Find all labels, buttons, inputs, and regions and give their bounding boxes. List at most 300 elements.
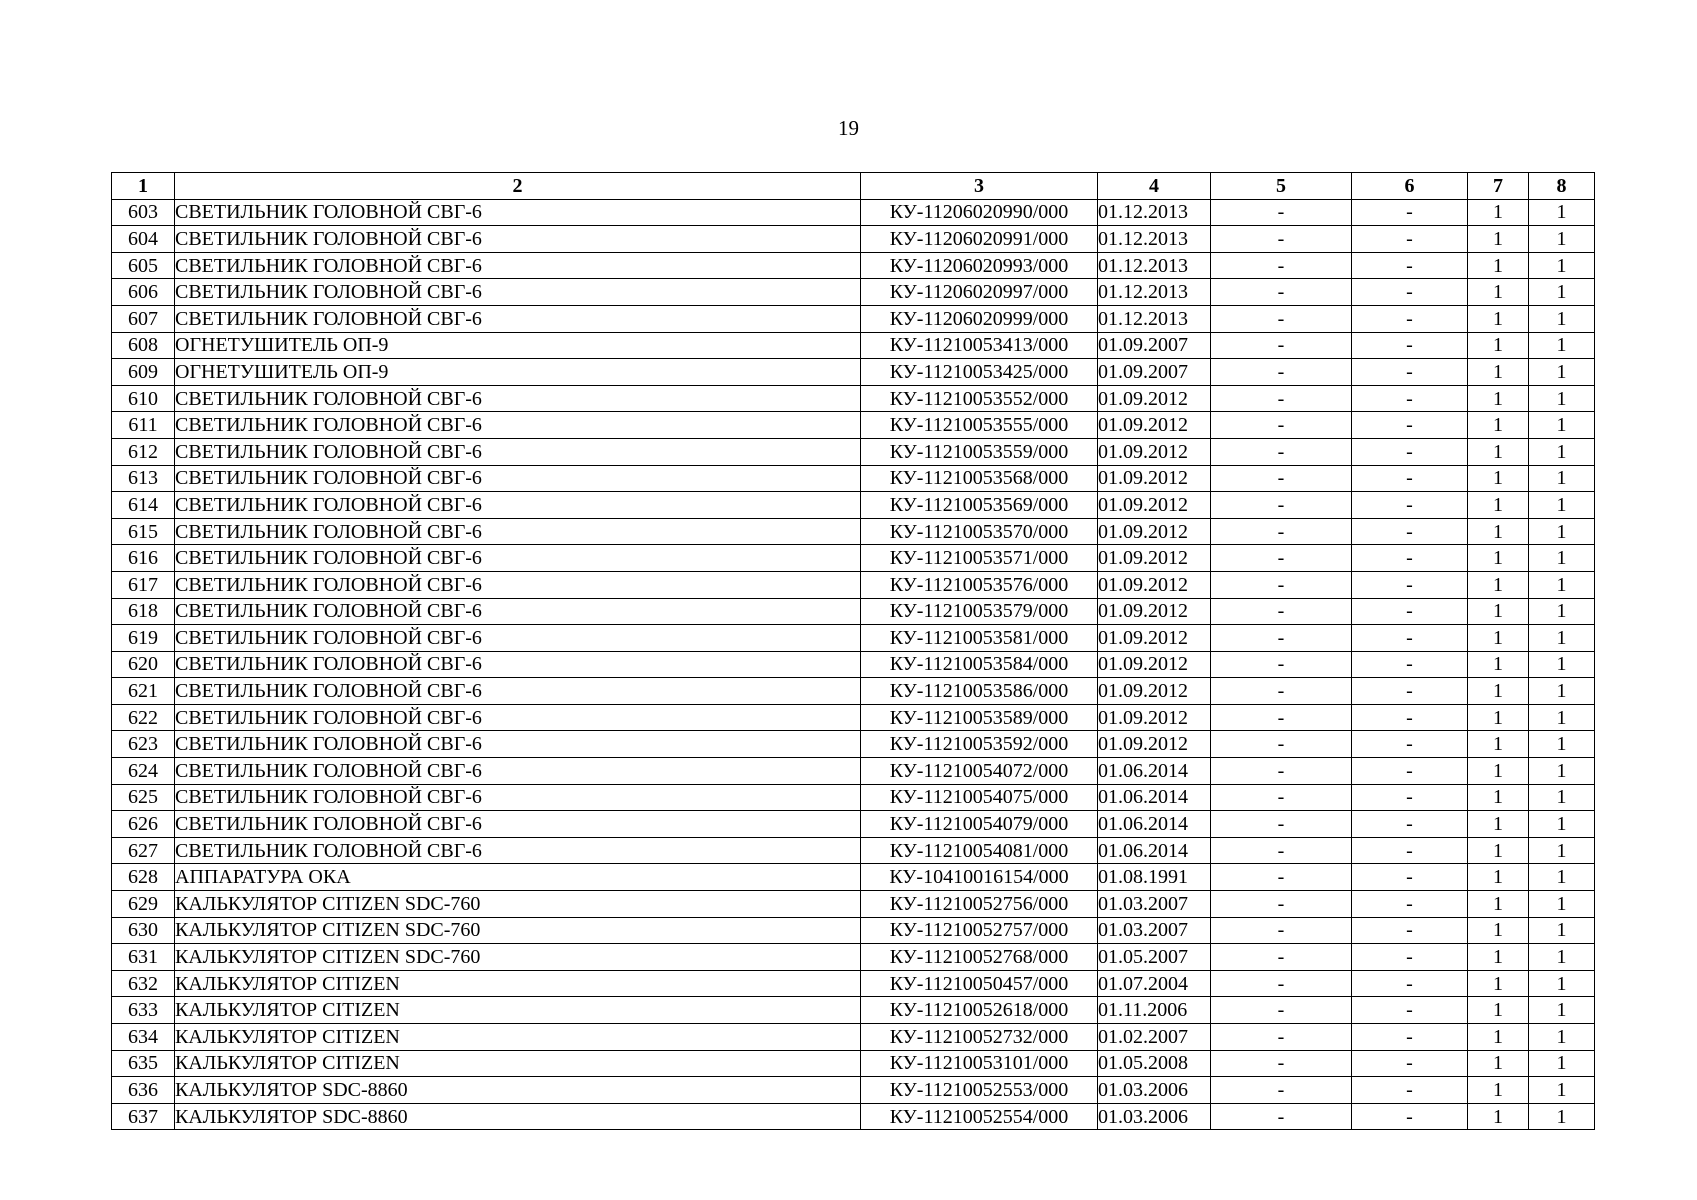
column-5-cell: - (1211, 678, 1352, 705)
column-5-cell: - (1211, 438, 1352, 465)
column-6-cell: - (1352, 864, 1468, 891)
inventory-number-cell: КУ-11210053413/000 (861, 332, 1098, 359)
date-cell: 01.06.2014 (1098, 811, 1211, 838)
column-5-cell: - (1211, 758, 1352, 785)
item-name-cell: КАЛЬКУЛЯТОР CITIZEN (175, 997, 861, 1024)
row-number-cell: 613 (112, 465, 175, 492)
column-7-cell: 1 (1468, 252, 1529, 279)
table-header-row (112, 173, 1595, 200)
date-cell: 01.11.2006 (1098, 997, 1211, 1024)
date-cell: 01.12.2013 (1098, 305, 1211, 332)
column-6-cell: - (1352, 731, 1468, 758)
inventory-number-cell: КУ-11206020997/000 (861, 279, 1098, 306)
date-cell: 01.09.2012 (1098, 704, 1211, 731)
inventory-number-cell: КУ-11210052554/000 (861, 1103, 1098, 1130)
item-name-cell: КАЛЬКУЛЯТОР SDC-8860 (175, 1103, 861, 1130)
column-7-cell: 1 (1468, 545, 1529, 572)
date-cell: 01.09.2012 (1098, 598, 1211, 625)
row-number-cell: 631 (112, 944, 175, 971)
column-5-cell: - (1211, 518, 1352, 545)
item-name-cell: СВЕТИЛЬНИК ГОЛОВНОЙ СВГ-6 (175, 226, 861, 253)
column-header-3: 3 (861, 173, 1098, 200)
column-6-cell: - (1352, 944, 1468, 971)
column-5-cell: - (1211, 997, 1352, 1024)
column-5-cell: - (1211, 226, 1352, 253)
column-6-cell: - (1352, 518, 1468, 545)
column-header-1: 1 (112, 173, 175, 200)
column-7-cell: 1 (1468, 704, 1529, 731)
row-number-cell: 625 (112, 784, 175, 811)
column-8-cell: 1 (1529, 917, 1595, 944)
inventory-number-cell: КУ-11210054072/000 (861, 758, 1098, 785)
column-8-cell: 1 (1529, 970, 1595, 997)
column-5-cell: - (1211, 917, 1352, 944)
column-header-5: 5 (1211, 173, 1352, 200)
table-row (112, 438, 1595, 465)
column-5-cell: - (1211, 864, 1352, 891)
column-header-8: 8 (1529, 173, 1595, 200)
row-number-cell: 610 (112, 385, 175, 412)
column-5-cell: - (1211, 625, 1352, 652)
item-name-cell: СВЕТИЛЬНИК ГОЛОВНОЙ СВГ-6 (175, 571, 861, 598)
column-7-cell: 1 (1468, 492, 1529, 519)
date-cell: 01.07.2004 (1098, 970, 1211, 997)
column-7-cell: 1 (1468, 997, 1529, 1024)
column-8-cell: 1 (1529, 944, 1595, 971)
inventory-number-cell: КУ-11210052732/000 (861, 1024, 1098, 1051)
date-cell: 01.12.2013 (1098, 279, 1211, 306)
row-number-cell: 620 (112, 651, 175, 678)
row-number-cell: 635 (112, 1050, 175, 1077)
row-number-cell: 607 (112, 305, 175, 332)
inventory-number-cell: КУ-11210053584/000 (861, 651, 1098, 678)
item-name-cell: КАЛЬКУЛЯТОР CITIZEN SDC-760 (175, 891, 861, 918)
column-8-cell: 1 (1529, 1024, 1595, 1051)
column-8-cell: 1 (1529, 731, 1595, 758)
column-6-cell: - (1352, 305, 1468, 332)
date-cell: 01.09.2012 (1098, 571, 1211, 598)
column-7-cell: 1 (1468, 279, 1529, 306)
inventory-number-cell: КУ-11210053579/000 (861, 598, 1098, 625)
column-5-cell: - (1211, 279, 1352, 306)
inventory-number-cell: КУ-11210052768/000 (861, 944, 1098, 971)
column-7-cell: 1 (1468, 784, 1529, 811)
column-5-cell: - (1211, 545, 1352, 572)
table-row (112, 837, 1595, 864)
inventory-number-cell: КУ-11210052756/000 (861, 891, 1098, 918)
inventory-number-cell: КУ-11210053581/000 (861, 625, 1098, 652)
inventory-number-cell: КУ-11210054081/000 (861, 837, 1098, 864)
column-7-cell: 1 (1468, 837, 1529, 864)
inventory-number-cell: КУ-11210053576/000 (861, 571, 1098, 598)
table-row (112, 704, 1595, 731)
column-8-cell: 1 (1529, 332, 1595, 359)
table-row (112, 1050, 1595, 1077)
date-cell: 01.09.2012 (1098, 545, 1211, 572)
column-5-cell: - (1211, 199, 1352, 226)
column-5-cell: - (1211, 1077, 1352, 1104)
column-6-cell: - (1352, 438, 1468, 465)
date-cell: 01.09.2012 (1098, 465, 1211, 492)
table-row (112, 571, 1595, 598)
column-8-cell: 1 (1529, 811, 1595, 838)
column-6-cell: - (1352, 492, 1468, 519)
item-name-cell: СВЕТИЛЬНИК ГОЛОВНОЙ СВГ-6 (175, 837, 861, 864)
column-7-cell: 1 (1468, 412, 1529, 439)
column-5-cell: - (1211, 385, 1352, 412)
inventory-number-cell: КУ-11210053101/000 (861, 1050, 1098, 1077)
column-8-cell: 1 (1529, 252, 1595, 279)
row-number-cell: 634 (112, 1024, 175, 1051)
date-cell: 01.05.2007 (1098, 944, 1211, 971)
column-5-cell: - (1211, 1024, 1352, 1051)
inventory-number-cell: КУ-11210053589/000 (861, 704, 1098, 731)
column-6-cell: - (1352, 359, 1468, 386)
table-row (112, 1103, 1595, 1130)
row-number-cell: 615 (112, 518, 175, 545)
column-6-cell: - (1352, 784, 1468, 811)
table-row (112, 997, 1595, 1024)
inventory-number-cell: КУ-11210053571/000 (861, 545, 1098, 572)
row-number-cell: 624 (112, 758, 175, 785)
date-cell: 01.09.2012 (1098, 385, 1211, 412)
column-5-cell: - (1211, 492, 1352, 519)
row-number-cell: 614 (112, 492, 175, 519)
column-7-cell: 1 (1468, 625, 1529, 652)
row-number-cell: 617 (112, 571, 175, 598)
row-number-cell: 616 (112, 545, 175, 572)
column-6-cell: - (1352, 891, 1468, 918)
inventory-number-cell: КУ-11210054075/000 (861, 784, 1098, 811)
table-row (112, 944, 1595, 971)
date-cell: 01.09.2012 (1098, 412, 1211, 439)
row-number-cell: 628 (112, 864, 175, 891)
column-7-cell: 1 (1468, 226, 1529, 253)
column-8-cell: 1 (1529, 864, 1595, 891)
row-number-cell: 623 (112, 731, 175, 758)
row-number-cell: 630 (112, 917, 175, 944)
column-5-cell: - (1211, 731, 1352, 758)
item-name-cell: КАЛЬКУЛЯТОР CITIZEN (175, 1050, 861, 1077)
page-number: 19 (838, 116, 859, 140)
column-8-cell: 1 (1529, 199, 1595, 226)
column-5-cell: - (1211, 1050, 1352, 1077)
date-cell: 01.12.2013 (1098, 252, 1211, 279)
column-8-cell: 1 (1529, 678, 1595, 705)
inventory-number-cell: КУ-11210052618/000 (861, 997, 1098, 1024)
column-7-cell: 1 (1468, 465, 1529, 492)
column-8-cell: 1 (1529, 438, 1595, 465)
table-row (112, 518, 1595, 545)
column-6-cell: - (1352, 226, 1468, 253)
row-number-cell: 618 (112, 598, 175, 625)
column-5-cell: - (1211, 465, 1352, 492)
item-name-cell: СВЕТИЛЬНИК ГОЛОВНОЙ СВГ-6 (175, 678, 861, 705)
column-8-cell: 1 (1529, 226, 1595, 253)
column-6-cell: - (1352, 252, 1468, 279)
inventory-number-cell: КУ-11210050457/000 (861, 970, 1098, 997)
table-row (112, 784, 1595, 811)
column-8-cell: 1 (1529, 598, 1595, 625)
column-header-6: 6 (1352, 173, 1468, 200)
table-row (112, 226, 1595, 253)
table-row (112, 891, 1595, 918)
table-row (112, 598, 1595, 625)
table-row (112, 199, 1595, 226)
item-name-cell: СВЕТИЛЬНИК ГОЛОВНОЙ СВГ-6 (175, 465, 861, 492)
date-cell: 01.03.2007 (1098, 891, 1211, 918)
inventory-number-cell: КУ-11210053559/000 (861, 438, 1098, 465)
table-row (112, 412, 1595, 439)
item-name-cell: ОГНЕТУШИТЕЛЬ ОП-9 (175, 359, 861, 386)
row-number-cell: 603 (112, 199, 175, 226)
column-7-cell: 1 (1468, 518, 1529, 545)
column-6-cell: - (1352, 811, 1468, 838)
column-5-cell: - (1211, 651, 1352, 678)
date-cell: 01.09.2012 (1098, 678, 1211, 705)
column-7-cell: 1 (1468, 1024, 1529, 1051)
column-7-cell: 1 (1468, 891, 1529, 918)
column-5-cell: - (1211, 332, 1352, 359)
item-name-cell: СВЕТИЛЬНИК ГОЛОВНОЙ СВГ-6 (175, 651, 861, 678)
table-row (112, 970, 1595, 997)
row-number-cell: 632 (112, 970, 175, 997)
item-name-cell: СВЕТИЛЬНИК ГОЛОВНОЙ СВГ-6 (175, 252, 861, 279)
table-row (112, 758, 1595, 785)
row-number-cell: 605 (112, 252, 175, 279)
row-number-cell: 606 (112, 279, 175, 306)
column-8-cell: 1 (1529, 784, 1595, 811)
table-row (112, 465, 1595, 492)
inventory-number-cell: КУ-11210053425/000 (861, 359, 1098, 386)
date-cell: 01.09.2012 (1098, 625, 1211, 652)
date-cell: 01.03.2006 (1098, 1103, 1211, 1130)
column-7-cell: 1 (1468, 1050, 1529, 1077)
column-6-cell: - (1352, 651, 1468, 678)
row-number-cell: 619 (112, 625, 175, 652)
row-number-cell: 604 (112, 226, 175, 253)
table-row (112, 545, 1595, 572)
row-number-cell: 622 (112, 704, 175, 731)
column-6-cell: - (1352, 465, 1468, 492)
table-row (112, 332, 1595, 359)
column-8-cell: 1 (1529, 571, 1595, 598)
column-5-cell: - (1211, 784, 1352, 811)
column-8-cell: 1 (1529, 279, 1595, 306)
column-7-cell: 1 (1468, 332, 1529, 359)
column-7-cell: 1 (1468, 651, 1529, 678)
column-7-cell: 1 (1468, 758, 1529, 785)
inventory-number-cell: КУ-11206020993/000 (861, 252, 1098, 279)
column-7-cell: 1 (1468, 917, 1529, 944)
date-cell: 01.09.2012 (1098, 731, 1211, 758)
column-6-cell: - (1352, 1050, 1468, 1077)
column-8-cell: 1 (1529, 465, 1595, 492)
table-row (112, 864, 1595, 891)
item-name-cell: КАЛЬКУЛЯТОР CITIZEN (175, 970, 861, 997)
column-6-cell: - (1352, 837, 1468, 864)
column-6-cell: - (1352, 545, 1468, 572)
inventory-number-cell: КУ-11210053568/000 (861, 465, 1098, 492)
column-5-cell: - (1211, 571, 1352, 598)
column-5-cell: - (1211, 970, 1352, 997)
column-6-cell: - (1352, 678, 1468, 705)
date-cell: 01.12.2013 (1098, 226, 1211, 253)
column-7-cell: 1 (1468, 731, 1529, 758)
date-cell: 01.08.1991 (1098, 864, 1211, 891)
row-number-cell: 627 (112, 837, 175, 864)
column-6-cell: - (1352, 970, 1468, 997)
column-6-cell: - (1352, 625, 1468, 652)
inventory-number-cell: КУ-10410016154/000 (861, 864, 1098, 891)
row-number-cell: 608 (112, 332, 175, 359)
column-7-cell: 1 (1468, 1103, 1529, 1130)
column-7-cell: 1 (1468, 199, 1529, 226)
column-6-cell: - (1352, 412, 1468, 439)
column-8-cell: 1 (1529, 758, 1595, 785)
column-8-cell: 1 (1529, 385, 1595, 412)
date-cell: 01.09.2012 (1098, 651, 1211, 678)
column-5-cell: - (1211, 305, 1352, 332)
item-name-cell: СВЕТИЛЬНИК ГОЛОВНОЙ СВГ-6 (175, 704, 861, 731)
table-row (112, 1077, 1595, 1104)
column-5-cell: - (1211, 891, 1352, 918)
table-row (112, 651, 1595, 678)
column-6-cell: - (1352, 704, 1468, 731)
item-name-cell: АППАРАТУРА ОКА (175, 864, 861, 891)
item-name-cell: СВЕТИЛЬНИК ГОЛОВНОЙ СВГ-6 (175, 545, 861, 572)
item-name-cell: СВЕТИЛЬНИК ГОЛОВНОЙ СВГ-6 (175, 279, 861, 306)
date-cell: 01.05.2008 (1098, 1050, 1211, 1077)
column-header-7: 7 (1468, 173, 1529, 200)
column-6-cell: - (1352, 1024, 1468, 1051)
item-name-cell: СВЕТИЛЬНИК ГОЛОВНОЙ СВГ-6 (175, 625, 861, 652)
date-cell: 01.09.2012 (1098, 492, 1211, 519)
inventory-number-cell: КУ-11210053592/000 (861, 731, 1098, 758)
column-5-cell: - (1211, 811, 1352, 838)
column-7-cell: 1 (1468, 305, 1529, 332)
date-cell: 01.09.2007 (1098, 332, 1211, 359)
item-name-cell: СВЕТИЛЬНИК ГОЛОВНОЙ СВГ-6 (175, 492, 861, 519)
date-cell: 01.03.2007 (1098, 917, 1211, 944)
date-cell: 01.06.2014 (1098, 837, 1211, 864)
table-row (112, 492, 1595, 519)
item-name-cell: СВЕТИЛЬНИК ГОЛОВНОЙ СВГ-6 (175, 385, 861, 412)
column-8-cell: 1 (1529, 1103, 1595, 1130)
item-name-cell: ОГНЕТУШИТЕЛЬ ОП-9 (175, 332, 861, 359)
column-8-cell: 1 (1529, 492, 1595, 519)
column-7-cell: 1 (1468, 944, 1529, 971)
table-row (112, 359, 1595, 386)
column-5-cell: - (1211, 412, 1352, 439)
item-name-cell: СВЕТИЛЬНИК ГОЛОВНОЙ СВГ-6 (175, 784, 861, 811)
column-6-cell: - (1352, 758, 1468, 785)
column-5-cell: - (1211, 837, 1352, 864)
column-7-cell: 1 (1468, 438, 1529, 465)
column-5-cell: - (1211, 598, 1352, 625)
column-8-cell: 1 (1529, 1077, 1595, 1104)
inventory-number-cell: КУ-11206020991/000 (861, 226, 1098, 253)
item-name-cell: КАЛЬКУЛЯТОР CITIZEN SDC-760 (175, 944, 861, 971)
column-5-cell: - (1211, 252, 1352, 279)
column-7-cell: 1 (1468, 864, 1529, 891)
row-number-cell: 626 (112, 811, 175, 838)
column-header-4: 4 (1098, 173, 1211, 200)
table-row (112, 731, 1595, 758)
column-6-cell: - (1352, 332, 1468, 359)
date-cell: 01.02.2007 (1098, 1024, 1211, 1051)
inventory-number-cell: КУ-11210053570/000 (861, 518, 1098, 545)
item-name-cell: СВЕТИЛЬНИК ГОЛОВНОЙ СВГ-6 (175, 731, 861, 758)
inventory-number-cell: КУ-11206020999/000 (861, 305, 1098, 332)
row-number-cell: 629 (112, 891, 175, 918)
inventory-number-cell: КУ-11210053552/000 (861, 385, 1098, 412)
column-8-cell: 1 (1529, 518, 1595, 545)
item-name-cell: СВЕТИЛЬНИК ГОЛОВНОЙ СВГ-6 (175, 518, 861, 545)
item-name-cell: СВЕТИЛЬНИК ГОЛОВНОЙ СВГ-6 (175, 811, 861, 838)
column-8-cell: 1 (1529, 545, 1595, 572)
column-6-cell: - (1352, 385, 1468, 412)
inventory-number-cell: КУ-11210053569/000 (861, 492, 1098, 519)
table-row (112, 678, 1595, 705)
item-name-cell: КАЛЬКУЛЯТОР SDC-8860 (175, 1077, 861, 1104)
column-8-cell: 1 (1529, 837, 1595, 864)
date-cell: 01.09.2012 (1098, 438, 1211, 465)
column-6-cell: - (1352, 199, 1468, 226)
table-row (112, 385, 1595, 412)
column-6-cell: - (1352, 598, 1468, 625)
row-number-cell: 621 (112, 678, 175, 705)
date-cell: 01.06.2014 (1098, 784, 1211, 811)
column-5-cell: - (1211, 704, 1352, 731)
row-number-cell: 612 (112, 438, 175, 465)
column-8-cell: 1 (1529, 704, 1595, 731)
column-8-cell: 1 (1529, 359, 1595, 386)
column-6-cell: - (1352, 997, 1468, 1024)
column-6-cell: - (1352, 1103, 1468, 1130)
table-row (112, 917, 1595, 944)
column-6-cell: - (1352, 917, 1468, 944)
column-6-cell: - (1352, 1077, 1468, 1104)
column-7-cell: 1 (1468, 598, 1529, 625)
item-name-cell: СВЕТИЛЬНИК ГОЛОВНОЙ СВГ-6 (175, 598, 861, 625)
column-5-cell: - (1211, 1103, 1352, 1130)
item-name-cell: СВЕТИЛЬНИК ГОЛОВНОЙ СВГ-6 (175, 199, 861, 226)
date-cell: 01.03.2006 (1098, 1077, 1211, 1104)
table-row (112, 625, 1595, 652)
table-row (112, 252, 1595, 279)
column-8-cell: 1 (1529, 891, 1595, 918)
row-number-cell: 633 (112, 997, 175, 1024)
column-8-cell: 1 (1529, 651, 1595, 678)
inventory-number-cell: КУ-11210054079/000 (861, 811, 1098, 838)
item-name-cell: СВЕТИЛЬНИК ГОЛОВНОЙ СВГ-6 (175, 758, 861, 785)
date-cell: 01.06.2014 (1098, 758, 1211, 785)
column-8-cell: 1 (1529, 997, 1595, 1024)
row-number-cell: 637 (112, 1103, 175, 1130)
inventory-number-cell: КУ-11210052757/000 (861, 917, 1098, 944)
column-7-cell: 1 (1468, 571, 1529, 598)
item-name-cell: СВЕТИЛЬНИК ГОЛОВНОЙ СВГ-6 (175, 305, 861, 332)
item-name-cell: КАЛЬКУЛЯТОР CITIZEN SDC-760 (175, 917, 861, 944)
item-name-cell: КАЛЬКУЛЯТОР CITIZEN (175, 1024, 861, 1051)
column-7-cell: 1 (1468, 970, 1529, 997)
column-6-cell: - (1352, 571, 1468, 598)
row-number-cell: 636 (112, 1077, 175, 1104)
table-row (112, 811, 1595, 838)
table-row (112, 1024, 1595, 1051)
column-7-cell: 1 (1468, 359, 1529, 386)
